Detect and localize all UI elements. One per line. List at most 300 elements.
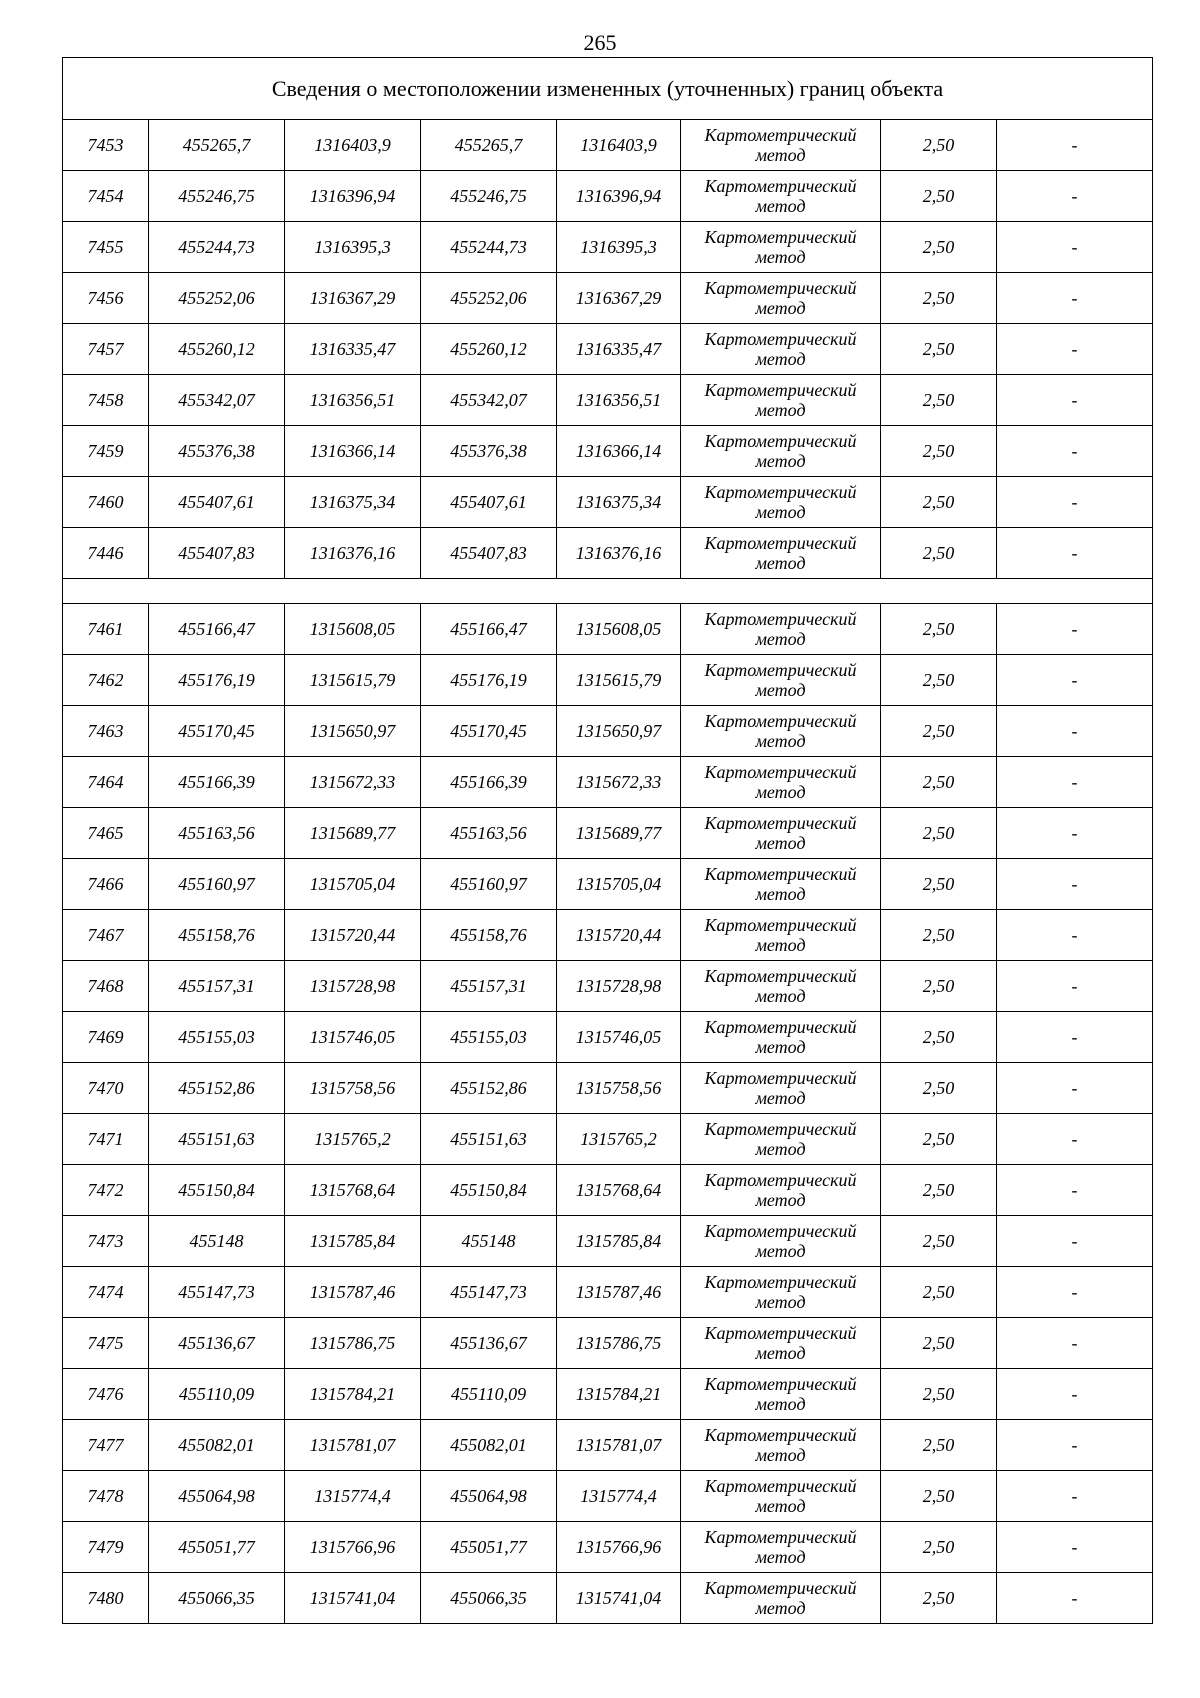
method-cell bbox=[681, 375, 881, 426]
accuracy-cell: 2,50 bbox=[881, 1471, 997, 1522]
method-line-1: Картометрический bbox=[704, 1323, 857, 1343]
y-existing-cell: 1316366,14 bbox=[285, 426, 421, 477]
y-existing-cell: 1316396,94 bbox=[285, 171, 421, 222]
y-refined-cell: 1316376,16 bbox=[557, 528, 681, 579]
method-cell bbox=[681, 1573, 881, 1624]
description-cell: - bbox=[997, 808, 1153, 859]
table-row bbox=[63, 120, 1153, 171]
method-line-2: метод bbox=[755, 1190, 806, 1210]
point-number-cell: 7460 bbox=[63, 477, 149, 528]
accuracy-cell: 2,50 bbox=[881, 1216, 997, 1267]
x-refined-cell: 455265,7 bbox=[421, 120, 557, 171]
method-line-1: Картометрический bbox=[704, 176, 857, 196]
accuracy-cell: 2,50 bbox=[881, 1267, 997, 1318]
y-refined-cell: 1315746,05 bbox=[557, 1012, 681, 1063]
x-existing-cell: 455066,35 bbox=[149, 1573, 285, 1624]
x-existing-cell: 455246,75 bbox=[149, 171, 285, 222]
table-row bbox=[63, 222, 1153, 273]
description-cell: - bbox=[997, 1471, 1153, 1522]
point-number-cell: 7475 bbox=[63, 1318, 149, 1369]
method-line-1: Картометрический bbox=[704, 966, 857, 986]
x-existing-cell: 455176,19 bbox=[149, 655, 285, 706]
accuracy-cell: 2,50 bbox=[881, 1369, 997, 1420]
x-refined-cell: 455051,77 bbox=[421, 1522, 557, 1573]
method-line-2: метод bbox=[755, 884, 806, 904]
y-refined-cell: 1315728,98 bbox=[557, 961, 681, 1012]
description-cell: - bbox=[997, 477, 1153, 528]
x-existing-cell: 455158,76 bbox=[149, 910, 285, 961]
point-number-cell: 7467 bbox=[63, 910, 149, 961]
method-cell bbox=[681, 808, 881, 859]
method-line-2: метод bbox=[755, 1139, 806, 1159]
description-cell: - bbox=[997, 1012, 1153, 1063]
method-cell bbox=[681, 1063, 881, 1114]
method-line-1: Картометрический bbox=[704, 1068, 857, 1088]
point-number-cell: 7478 bbox=[63, 1471, 149, 1522]
table-row bbox=[63, 1012, 1153, 1063]
y-refined-cell: 1315615,79 bbox=[557, 655, 681, 706]
x-existing-cell: 455082,01 bbox=[149, 1420, 285, 1471]
x-refined-cell: 455151,63 bbox=[421, 1114, 557, 1165]
point-number-cell: 7456 bbox=[63, 273, 149, 324]
x-existing-cell: 455160,97 bbox=[149, 859, 285, 910]
method-cell bbox=[681, 1318, 881, 1369]
table-row bbox=[63, 324, 1153, 375]
y-refined-cell: 1316356,51 bbox=[557, 375, 681, 426]
accuracy-cell: 2,50 bbox=[881, 655, 997, 706]
x-refined-cell: 455082,01 bbox=[421, 1420, 557, 1471]
method-line-1: Картометрический bbox=[704, 1374, 857, 1394]
y-refined-cell: 1315720,44 bbox=[557, 910, 681, 961]
x-existing-cell: 455244,73 bbox=[149, 222, 285, 273]
accuracy-cell: 2,50 bbox=[881, 528, 997, 579]
method-line-1: Картометрический bbox=[704, 431, 857, 451]
description-cell: - bbox=[997, 910, 1153, 961]
method-line-2: метод bbox=[755, 1547, 806, 1567]
x-existing-cell: 455150,84 bbox=[149, 1165, 285, 1216]
y-existing-cell: 1315765,2 bbox=[285, 1114, 421, 1165]
method-cell bbox=[681, 426, 881, 477]
method-cell bbox=[681, 604, 881, 655]
method-line-1: Картометрический bbox=[704, 1221, 857, 1241]
x-refined-cell: 455246,75 bbox=[421, 171, 557, 222]
point-number-cell: 7471 bbox=[63, 1114, 149, 1165]
description-cell: - bbox=[997, 1318, 1153, 1369]
x-refined-cell: 455066,35 bbox=[421, 1573, 557, 1624]
table-row bbox=[63, 757, 1153, 808]
x-refined-cell: 455170,45 bbox=[421, 706, 557, 757]
point-number-cell: 7476 bbox=[63, 1369, 149, 1420]
y-existing-cell: 1315672,33 bbox=[285, 757, 421, 808]
y-existing-cell: 1316335,47 bbox=[285, 324, 421, 375]
description-cell: - bbox=[997, 706, 1153, 757]
y-existing-cell: 1316395,3 bbox=[285, 222, 421, 273]
description-cell: - bbox=[997, 1063, 1153, 1114]
table-row bbox=[63, 655, 1153, 706]
y-existing-cell: 1315758,56 bbox=[285, 1063, 421, 1114]
accuracy-cell: 2,50 bbox=[881, 426, 997, 477]
method-line-2: метод bbox=[755, 451, 806, 471]
table-row bbox=[63, 1216, 1153, 1267]
point-number-cell: 7477 bbox=[63, 1420, 149, 1471]
accuracy-cell: 2,50 bbox=[881, 604, 997, 655]
y-refined-cell: 1316375,34 bbox=[557, 477, 681, 528]
x-existing-cell: 455376,38 bbox=[149, 426, 285, 477]
x-refined-cell: 455166,47 bbox=[421, 604, 557, 655]
x-existing-cell: 455265,7 bbox=[149, 120, 285, 171]
description-cell: - bbox=[997, 273, 1153, 324]
x-refined-cell: 455407,61 bbox=[421, 477, 557, 528]
method-cell bbox=[681, 1471, 881, 1522]
method-cell bbox=[681, 1216, 881, 1267]
method-cell bbox=[681, 961, 881, 1012]
method-cell bbox=[681, 528, 881, 579]
table-row bbox=[63, 1267, 1153, 1318]
accuracy-cell: 2,50 bbox=[881, 961, 997, 1012]
accuracy-cell: 2,50 bbox=[881, 222, 997, 273]
point-number-cell: 7479 bbox=[63, 1522, 149, 1573]
x-refined-cell: 455163,56 bbox=[421, 808, 557, 859]
y-existing-cell: 1315689,77 bbox=[285, 808, 421, 859]
method-cell bbox=[681, 859, 881, 910]
method-line-2: метод bbox=[755, 986, 806, 1006]
method-line-1: Картометрический bbox=[704, 125, 857, 145]
x-existing-cell: 455166,39 bbox=[149, 757, 285, 808]
method-line-2: метод bbox=[755, 553, 806, 573]
y-existing-cell: 1315741,04 bbox=[285, 1573, 421, 1624]
x-refined-cell: 455150,84 bbox=[421, 1165, 557, 1216]
y-existing-cell: 1316403,9 bbox=[285, 120, 421, 171]
y-refined-cell: 1316403,9 bbox=[557, 120, 681, 171]
x-existing-cell: 455110,09 bbox=[149, 1369, 285, 1420]
point-number-cell: 7454 bbox=[63, 171, 149, 222]
description-cell: - bbox=[997, 961, 1153, 1012]
description-cell: - bbox=[997, 1369, 1153, 1420]
y-existing-cell: 1315720,44 bbox=[285, 910, 421, 961]
method-line-1: Картометрический bbox=[704, 1170, 857, 1190]
point-number-cell: 7468 bbox=[63, 961, 149, 1012]
description-cell: - bbox=[997, 1267, 1153, 1318]
y-refined-cell: 1315785,84 bbox=[557, 1216, 681, 1267]
x-refined-cell: 455407,83 bbox=[421, 528, 557, 579]
x-refined-cell: 455147,73 bbox=[421, 1267, 557, 1318]
method-line-2: метод bbox=[755, 1292, 806, 1312]
y-existing-cell: 1316367,29 bbox=[285, 273, 421, 324]
method-line-1: Картометрический bbox=[704, 1578, 857, 1598]
description-cell: - bbox=[997, 655, 1153, 706]
method-line-2: метод bbox=[755, 1598, 806, 1618]
method-line-1: Картометрический bbox=[704, 1272, 857, 1292]
method-line-2: метод bbox=[755, 1088, 806, 1108]
description-cell: - bbox=[997, 1216, 1153, 1267]
accuracy-cell: 2,50 bbox=[881, 1420, 997, 1471]
y-refined-cell: 1315608,05 bbox=[557, 604, 681, 655]
y-existing-cell: 1315786,75 bbox=[285, 1318, 421, 1369]
table-row bbox=[63, 961, 1153, 1012]
y-refined-cell: 1315786,75 bbox=[557, 1318, 681, 1369]
description-cell: - bbox=[997, 1420, 1153, 1471]
point-number-cell: 7472 bbox=[63, 1165, 149, 1216]
table-row bbox=[63, 273, 1153, 324]
boundary-coordinates-table bbox=[62, 57, 1153, 1624]
method-cell bbox=[681, 655, 881, 706]
accuracy-cell: 2,50 bbox=[881, 706, 997, 757]
description-cell: - bbox=[997, 1522, 1153, 1573]
accuracy-cell: 2,50 bbox=[881, 1318, 997, 1369]
x-refined-cell: 455136,67 bbox=[421, 1318, 557, 1369]
accuracy-cell: 2,50 bbox=[881, 171, 997, 222]
method-cell bbox=[681, 1369, 881, 1420]
method-cell bbox=[681, 1114, 881, 1165]
description-cell: - bbox=[997, 222, 1153, 273]
x-existing-cell: 455155,03 bbox=[149, 1012, 285, 1063]
point-number-cell: 7455 bbox=[63, 222, 149, 273]
table-row bbox=[63, 808, 1153, 859]
y-existing-cell: 1315774,4 bbox=[285, 1471, 421, 1522]
method-cell bbox=[681, 222, 881, 273]
y-existing-cell: 1315766,96 bbox=[285, 1522, 421, 1573]
table-row bbox=[63, 1165, 1153, 1216]
method-line-1: Картометрический bbox=[704, 813, 857, 833]
table-row bbox=[63, 604, 1153, 655]
x-refined-cell: 455155,03 bbox=[421, 1012, 557, 1063]
method-line-1: Картометрический bbox=[704, 1527, 857, 1547]
description-cell: - bbox=[997, 120, 1153, 171]
method-cell bbox=[681, 324, 881, 375]
y-refined-cell: 1315741,04 bbox=[557, 1573, 681, 1624]
method-line-2: метод bbox=[755, 145, 806, 165]
y-refined-cell: 1315765,2 bbox=[557, 1114, 681, 1165]
table-row bbox=[63, 1369, 1153, 1420]
method-cell bbox=[681, 120, 881, 171]
method-line-2: метод bbox=[755, 247, 806, 267]
table-title: Сведения о местоположении измененных (уточненных) границ объекта bbox=[63, 58, 1153, 120]
method-cell bbox=[681, 706, 881, 757]
y-existing-cell: 1315728,98 bbox=[285, 961, 421, 1012]
method-cell bbox=[681, 1420, 881, 1471]
x-existing-cell: 455051,77 bbox=[149, 1522, 285, 1573]
description-cell: - bbox=[997, 1114, 1153, 1165]
method-line-2: метод bbox=[755, 349, 806, 369]
method-line-1: Картометрический bbox=[704, 1017, 857, 1037]
x-existing-cell: 455148 bbox=[149, 1216, 285, 1267]
accuracy-cell: 2,50 bbox=[881, 477, 997, 528]
point-number-cell: 7474 bbox=[63, 1267, 149, 1318]
method-line-2: метод bbox=[755, 1394, 806, 1414]
y-refined-cell: 1315705,04 bbox=[557, 859, 681, 910]
table-row bbox=[63, 1420, 1153, 1471]
method-line-1: Картометрический bbox=[704, 380, 857, 400]
method-line-1: Картометрический bbox=[704, 227, 857, 247]
accuracy-cell: 2,50 bbox=[881, 1522, 997, 1573]
table-row bbox=[63, 375, 1153, 426]
method-cell bbox=[681, 910, 881, 961]
x-refined-cell: 455176,19 bbox=[421, 655, 557, 706]
accuracy-cell: 2,50 bbox=[881, 120, 997, 171]
method-line-2: метод bbox=[755, 298, 806, 318]
y-refined-cell: 1315650,97 bbox=[557, 706, 681, 757]
table-row bbox=[63, 1063, 1153, 1114]
point-number-cell: 7480 bbox=[63, 1573, 149, 1624]
method-line-2: метод bbox=[755, 502, 806, 522]
x-refined-cell: 455064,98 bbox=[421, 1471, 557, 1522]
accuracy-cell: 2,50 bbox=[881, 273, 997, 324]
method-line-1: Картометрический bbox=[704, 278, 857, 298]
accuracy-cell: 2,50 bbox=[881, 1012, 997, 1063]
method-cell bbox=[681, 1522, 881, 1573]
point-number-cell: 7458 bbox=[63, 375, 149, 426]
x-refined-cell: 455160,97 bbox=[421, 859, 557, 910]
x-existing-cell: 455166,47 bbox=[149, 604, 285, 655]
x-existing-cell: 455260,12 bbox=[149, 324, 285, 375]
description-cell: - bbox=[997, 528, 1153, 579]
description-cell: - bbox=[997, 757, 1153, 808]
x-refined-cell: 455158,76 bbox=[421, 910, 557, 961]
description-cell: - bbox=[997, 171, 1153, 222]
method-line-2: метод bbox=[755, 833, 806, 853]
description-cell: - bbox=[997, 1165, 1153, 1216]
x-existing-cell: 455064,98 bbox=[149, 1471, 285, 1522]
method-line-1: Картометрический bbox=[704, 711, 857, 731]
x-refined-cell: 455166,39 bbox=[421, 757, 557, 808]
method-line-1: Картометрический bbox=[704, 915, 857, 935]
method-cell bbox=[681, 1267, 881, 1318]
y-existing-cell: 1315784,21 bbox=[285, 1369, 421, 1420]
accuracy-cell: 2,50 bbox=[881, 1114, 997, 1165]
method-line-2: метод bbox=[755, 1496, 806, 1516]
point-number-cell: 7470 bbox=[63, 1063, 149, 1114]
y-existing-cell: 1315768,64 bbox=[285, 1165, 421, 1216]
point-number-cell: 7469 bbox=[63, 1012, 149, 1063]
method-line-2: метод bbox=[755, 1445, 806, 1465]
table-row bbox=[63, 1114, 1153, 1165]
point-number-cell: 7465 bbox=[63, 808, 149, 859]
description-cell: - bbox=[997, 426, 1153, 477]
y-refined-cell: 1315781,07 bbox=[557, 1420, 681, 1471]
x-refined-cell: 455152,86 bbox=[421, 1063, 557, 1114]
method-line-2: метод bbox=[755, 629, 806, 649]
y-refined-cell: 1315758,56 bbox=[557, 1063, 681, 1114]
y-refined-cell: 1316396,94 bbox=[557, 171, 681, 222]
x-existing-cell: 455157,31 bbox=[149, 961, 285, 1012]
accuracy-cell: 2,50 bbox=[881, 1573, 997, 1624]
point-number-cell: 7446 bbox=[63, 528, 149, 579]
y-refined-cell: 1316335,47 bbox=[557, 324, 681, 375]
x-existing-cell: 455163,56 bbox=[149, 808, 285, 859]
y-refined-cell: 1316367,29 bbox=[557, 273, 681, 324]
x-refined-cell: 455110,09 bbox=[421, 1369, 557, 1420]
x-refined-cell: 455376,38 bbox=[421, 426, 557, 477]
description-cell: - bbox=[997, 375, 1153, 426]
x-refined-cell: 455157,31 bbox=[421, 961, 557, 1012]
y-existing-cell: 1315705,04 bbox=[285, 859, 421, 910]
x-refined-cell: 455244,73 bbox=[421, 222, 557, 273]
accuracy-cell: 2,50 bbox=[881, 808, 997, 859]
description-cell: - bbox=[997, 1573, 1153, 1624]
method-line-2: метод bbox=[755, 1343, 806, 1363]
y-existing-cell: 1316376,16 bbox=[285, 528, 421, 579]
accuracy-cell: 2,50 bbox=[881, 757, 997, 808]
y-existing-cell: 1315785,84 bbox=[285, 1216, 421, 1267]
y-refined-cell: 1316366,14 bbox=[557, 426, 681, 477]
method-line-1: Картометрический bbox=[704, 762, 857, 782]
x-refined-cell: 455252,06 bbox=[421, 273, 557, 324]
point-number-cell: 7463 bbox=[63, 706, 149, 757]
method-line-1: Картометрический bbox=[704, 329, 857, 349]
method-line-2: метод bbox=[755, 935, 806, 955]
x-refined-cell: 455260,12 bbox=[421, 324, 557, 375]
point-number-cell: 7457 bbox=[63, 324, 149, 375]
method-line-2: метод bbox=[755, 1241, 806, 1261]
point-number-cell: 7464 bbox=[63, 757, 149, 808]
x-existing-cell: 455252,06 bbox=[149, 273, 285, 324]
accuracy-cell: 2,50 bbox=[881, 859, 997, 910]
accuracy-cell: 2,50 bbox=[881, 375, 997, 426]
y-refined-cell: 1316395,3 bbox=[557, 222, 681, 273]
method-line-2: метод bbox=[755, 400, 806, 420]
x-existing-cell: 455407,61 bbox=[149, 477, 285, 528]
y-existing-cell: 1316356,51 bbox=[285, 375, 421, 426]
accuracy-cell: 2,50 bbox=[881, 910, 997, 961]
method-line-1: Картометрический bbox=[704, 660, 857, 680]
description-cell: - bbox=[997, 604, 1153, 655]
method-line-2: метод bbox=[755, 1037, 806, 1057]
x-existing-cell: 455342,07 bbox=[149, 375, 285, 426]
method-line-1: Картометрический bbox=[704, 533, 857, 553]
method-line-1: Картометрический bbox=[704, 609, 857, 629]
accuracy-cell: 2,50 bbox=[881, 1165, 997, 1216]
x-refined-cell: 455148 bbox=[421, 1216, 557, 1267]
group-separator-row bbox=[63, 579, 1153, 604]
point-number-cell: 7459 bbox=[63, 426, 149, 477]
x-existing-cell: 455407,83 bbox=[149, 528, 285, 579]
accuracy-cell: 2,50 bbox=[881, 324, 997, 375]
y-existing-cell: 1316375,34 bbox=[285, 477, 421, 528]
method-cell bbox=[681, 757, 881, 808]
method-cell bbox=[681, 1012, 881, 1063]
y-existing-cell: 1315650,97 bbox=[285, 706, 421, 757]
point-number-cell: 7462 bbox=[63, 655, 149, 706]
table-row bbox=[63, 477, 1153, 528]
table-row bbox=[63, 1471, 1153, 1522]
method-line-1: Картометрический bbox=[704, 1119, 857, 1139]
method-line-2: метод bbox=[755, 680, 806, 700]
method-line-1: Картометрический bbox=[704, 482, 857, 502]
method-cell bbox=[681, 477, 881, 528]
point-number-cell: 7473 bbox=[63, 1216, 149, 1267]
point-number-cell: 7466 bbox=[63, 859, 149, 910]
x-existing-cell: 455170,45 bbox=[149, 706, 285, 757]
page-number: 265 bbox=[583, 30, 617, 55]
y-existing-cell: 1315787,46 bbox=[285, 1267, 421, 1318]
y-existing-cell: 1315781,07 bbox=[285, 1420, 421, 1471]
table-row bbox=[63, 1573, 1153, 1624]
method-line-1: Картометрический bbox=[704, 1425, 857, 1445]
group-separator-cell bbox=[63, 579, 1153, 604]
y-refined-cell: 1315774,4 bbox=[557, 1471, 681, 1522]
y-refined-cell: 1315689,77 bbox=[557, 808, 681, 859]
method-cell bbox=[681, 1165, 881, 1216]
point-number-cell: 7453 bbox=[63, 120, 149, 171]
y-existing-cell: 1315746,05 bbox=[285, 1012, 421, 1063]
method-line-1: Картометрический bbox=[704, 1476, 857, 1496]
method-line-2: метод bbox=[755, 782, 806, 802]
y-refined-cell: 1315766,96 bbox=[557, 1522, 681, 1573]
table-row bbox=[63, 1522, 1153, 1573]
x-existing-cell: 455152,86 bbox=[149, 1063, 285, 1114]
y-refined-cell: 1315784,21 bbox=[557, 1369, 681, 1420]
point-number-cell: 7461 bbox=[63, 604, 149, 655]
